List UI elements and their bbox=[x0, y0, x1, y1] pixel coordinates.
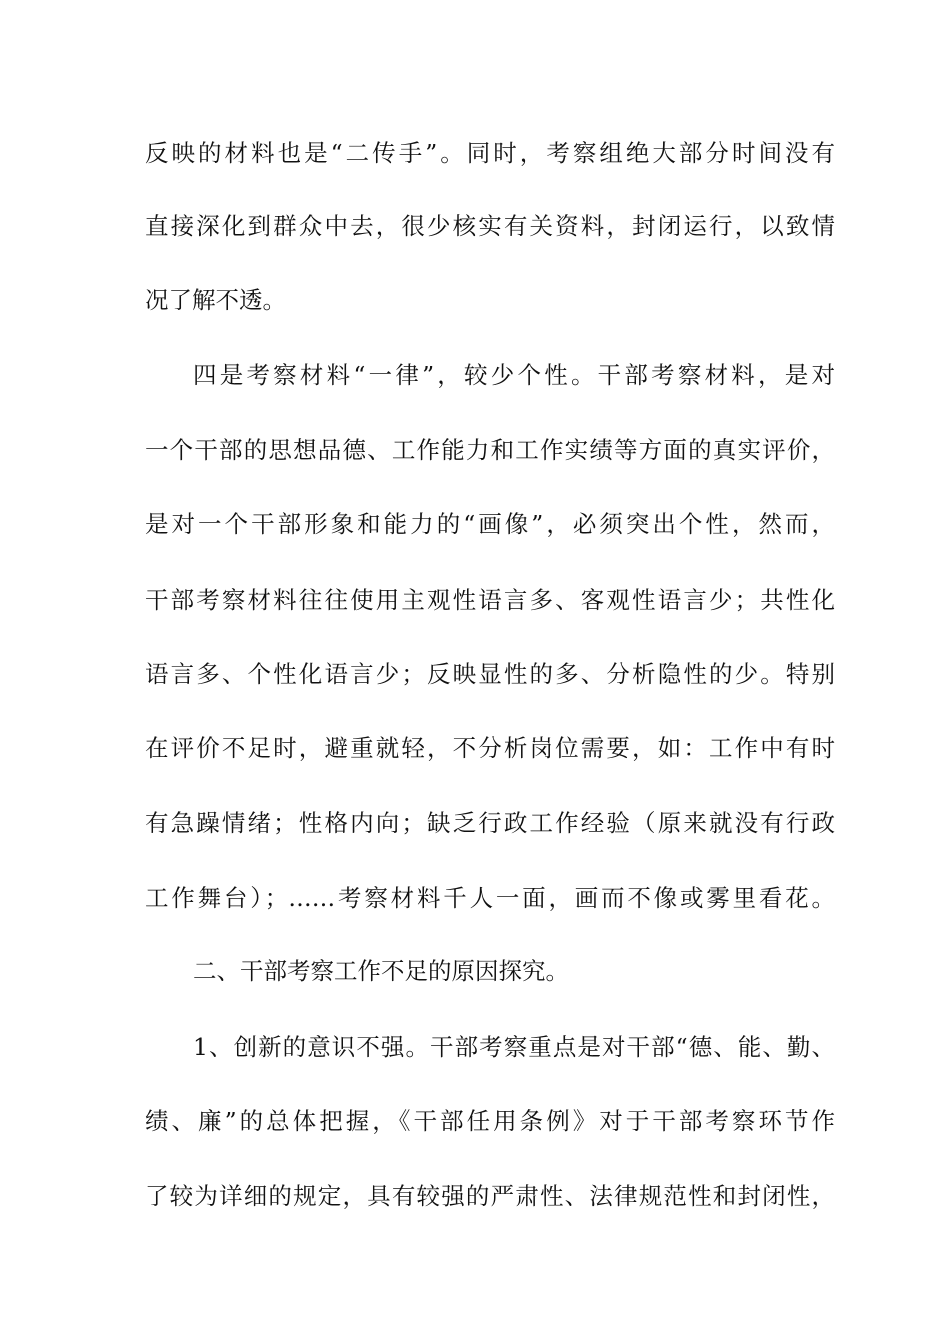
text-line-7: 干部考察材料往往使用主观性语言多、客观性语言少；共性化 bbox=[145, 586, 835, 614]
text-line-1: 反映的材料也是“二传手”。同时，考察组绝大部分时间没有 bbox=[145, 139, 835, 167]
text-line-13: 1、创新的意识不强。干部考察重点是对干部“德、能、勤、 bbox=[193, 1033, 835, 1061]
text-line-10: 有急躁情绪；性格内向；缺乏行政工作经验（原来就没有行政 bbox=[145, 809, 835, 837]
text-line-8: 语言多、个性化语言少；反映显性的多、分析隐性的少。特别 bbox=[145, 660, 835, 688]
text-line-6: 是对一个干部形象和能力的“画像”，必须突出个性，然而， bbox=[145, 510, 835, 538]
text-line-11: 工作舞台）；……考察材料千人一面，画而不像或雾里看花。 bbox=[145, 884, 835, 912]
text-line-3: 况了解不透。 bbox=[145, 286, 286, 314]
text-line-5: 一个干部的思想品德、工作能力和工作实绩等方面的真实评价， bbox=[145, 436, 835, 464]
text-line-2: 直接深化到群众中去，很少核实有关资料，封闭运行，以致情 bbox=[145, 212, 835, 240]
text-line-9: 在评价不足时，避重就轻，不分析岗位需要，如：工作中有时 bbox=[145, 734, 835, 762]
text-line-4: 四是考察材料“一律”，较少个性。干部考察材料，是对 bbox=[193, 361, 835, 389]
section-heading: 二、干部考察工作不足的原因探究。 bbox=[193, 957, 569, 985]
text-line-15: 了较为详细的规定，具有较强的严肃性、法律规范性和封闭性， bbox=[145, 1182, 835, 1210]
text-line-14: 绩、廉”的总体把握，《干部任用条例》对于干部考察环节作 bbox=[145, 1107, 835, 1135]
